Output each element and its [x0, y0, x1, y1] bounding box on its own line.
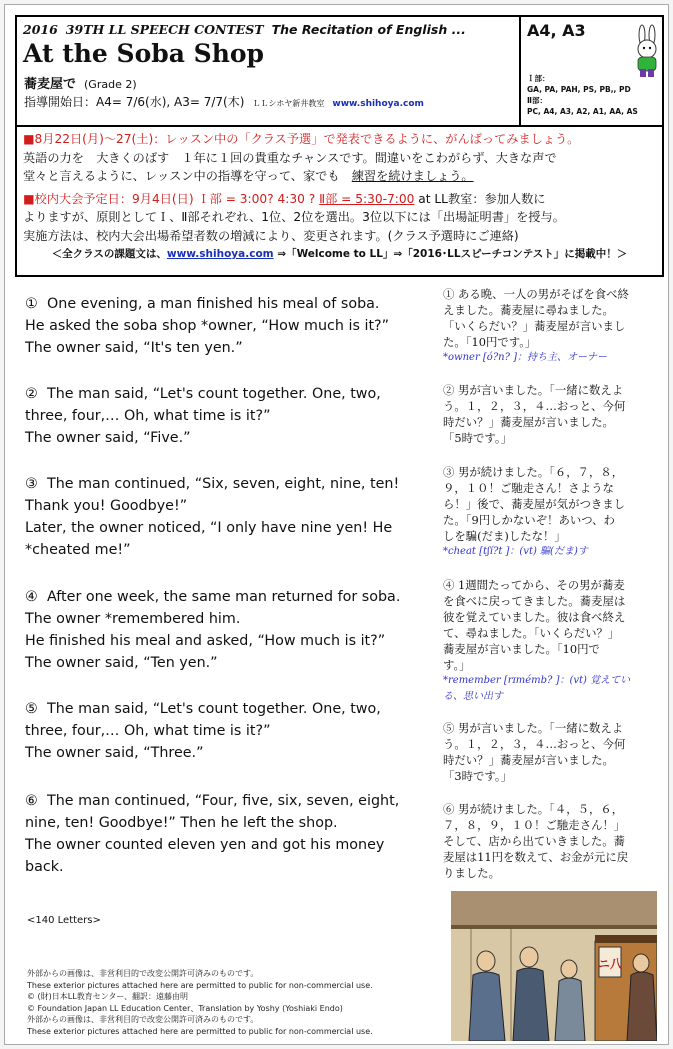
translation-line: しを騙(だま)したな！」	[443, 529, 566, 543]
letter-count: <140 Letters>	[27, 915, 101, 926]
translation-line: ② 男が言いました。「一緒に数えよ	[443, 383, 624, 397]
header-main	[17, 17, 519, 125]
part1-row	[527, 73, 638, 84]
translation-line: を食べに戻ってきました。蕎麦屋は	[443, 594, 626, 608]
parts-list	[527, 73, 638, 117]
start-date-row	[24, 93, 424, 110]
story-paragraph-2	[25, 383, 435, 449]
credit-line: © Foundation Japan LL Education Center、Translation by Yoshy (Yoshiaki Endo)	[27, 1003, 343, 1013]
part2-row	[527, 95, 638, 106]
notice-line-3a: 堂々と言えるように、レッスン中の指導を守って、家でも	[23, 169, 352, 183]
translation-line: ⑥ 男が続けました。「４，５，６，	[443, 802, 624, 816]
part1-label: Ｉ部：	[527, 74, 550, 83]
paragraph-number: ⑥	[25, 793, 38, 809]
translation-line: う。１，２，３，４…おっと、今何	[443, 737, 626, 751]
notice-web-b: ⇒「Welcome to LL」⇒「2016･LLスピーチコンテスト」に掲載中！＞	[273, 248, 628, 260]
soba-shop-illustration	[451, 891, 657, 1041]
translation-1	[443, 286, 663, 366]
translation-line: 蕎麦屋が言いました。「10円で	[443, 642, 600, 656]
translation-line: りました。	[443, 866, 500, 880]
credit-line: 外部からの画像は、非営利目的で改変公開許可済みのものです。	[27, 1015, 259, 1024]
grade-label: (Grade 2)	[84, 78, 137, 91]
story-line: The man continued, “Six, seven, eight, nine, ten!	[47, 476, 400, 492]
story-paragraph-6	[25, 790, 435, 878]
story-paragraph-3	[25, 473, 435, 561]
story-line: He finished his meal and asked, “How much is it?”	[25, 633, 386, 649]
paragraph-number: ③	[25, 476, 38, 492]
levels-label: A4, A3	[527, 21, 586, 40]
translation-2	[443, 382, 663, 446]
translation-line: ら！」後で、蕎麦屋が気がつきまし	[443, 497, 626, 511]
notice-box	[15, 127, 664, 277]
website-link[interactable]: www.shihoya.com	[332, 99, 424, 109]
story-line: After one week, the same man returned for soba.	[47, 589, 401, 605]
notice-contest-date-c: at LL教室：参加人数に	[414, 191, 546, 206]
translation-line: 「5時です。」	[443, 431, 512, 445]
translation-line: ９，１０！ご馳走さん！さような	[443, 481, 614, 495]
story-line: back.	[25, 859, 64, 875]
story-line: The man continued, “Four, five, six, seven, eight,	[47, 793, 400, 809]
credit-line: 外部からの画像は、非営利目的で改変公開許可済みのものです。	[27, 969, 259, 978]
contest-year: 2016	[23, 22, 58, 37]
translation-line: そして、店から出ていきました。蕎	[443, 834, 626, 848]
credit-line: These exterior pictures attached here are permitted to public for non-commercial use.	[27, 980, 373, 990]
translation-line: えました。蕎麦屋に尋ねました。	[443, 303, 614, 317]
header-side	[519, 17, 664, 125]
story-paragraph-4	[25, 586, 435, 674]
story-line: The man said, “Let's count together. One, two,	[47, 701, 381, 717]
story-line: Later, the owner noticed, “I only have nine yen! He	[25, 520, 393, 536]
notice-contest-date	[23, 190, 656, 209]
story-line: *cheated me!”	[25, 542, 131, 558]
translation-line: て、尋ねました。「いくらだい？」	[443, 626, 620, 640]
translation-line: 彼を覚えていました。彼は食べ終え	[443, 610, 626, 624]
translation-6	[443, 801, 663, 881]
notice-part2-time: Ⅱ部 = 5:30-7:00	[319, 191, 415, 206]
notice-preliminary: ■8月22日(月)～27(土)：レッスン中の「クラス予選」で発表できるように、がんばってみましょう。	[23, 132, 580, 146]
credit-line: These exterior pictures attached here are permitted to public for non-commercial use.	[27, 1026, 373, 1036]
part1-classes: GA, PA, PAH, PS, PB,, PD	[527, 85, 631, 94]
story-line: The owner said, “Three.”	[25, 745, 204, 761]
translation-line: 時だい？」蕎麦屋が言いました。	[443, 415, 614, 429]
part2-classes: PC, A4, A3, A2, A1, AA, AS	[527, 107, 638, 116]
translation-line: た。「9円しかないぞ！あいつ、わ	[443, 513, 615, 527]
notice-web-a: ＜全クラスの課題文は、	[51, 248, 167, 260]
contest-name: 39TH LL SPEECH CONTEST	[65, 22, 264, 37]
notice-web-info	[23, 245, 656, 264]
story-line: Thank you! Goodbye!”	[25, 498, 188, 514]
notice-line-3	[23, 167, 656, 186]
paragraph-number: ④	[25, 589, 38, 605]
part2-label: Ⅱ部：	[527, 96, 547, 105]
translation-line: ④ 1週間たってから、その男が蕎麦	[443, 578, 625, 592]
translation-line: 「いくらだい？」蕎麦屋が言いまし	[443, 319, 626, 333]
notice-line-5: よりますが、原則としてＩ、Ⅱ部それぞれ、1位、2位を選出。3位以下には「出場証明書」を授与。	[23, 210, 565, 224]
vocab-note-remember-2: る、思い出す	[443, 691, 503, 702]
vocab-note-owner: *owner [ó?n? ]：持ち主、オーナー	[443, 352, 608, 363]
translation-4	[443, 577, 663, 705]
translation-line: た。「10円です。」	[443, 335, 537, 349]
header-box	[15, 15, 664, 127]
notice-line-2: 英語の力を 大きくのばす １年に１回の貴重なチャンスです。間違いをこわがらず、大きな声で	[23, 150, 557, 165]
notice-web-link[interactable]: www.shihoya.com	[166, 248, 274, 260]
translation-line: ① ある晩、一人の男がそばを食べ終	[443, 287, 629, 301]
credit-line: © (財)日本LL教育センター、翻訳：遠藤由明	[27, 992, 189, 1001]
vocab-note-cheat: *cheat [tʃí?t ]：(vt) 騙(だま)す	[443, 546, 588, 557]
translation-5	[443, 720, 663, 784]
story-paragraph-1	[25, 293, 435, 359]
story-paragraph-5	[25, 698, 435, 764]
story-line: three, four,… Oh, what time is it?”	[25, 723, 271, 739]
story-line: One evening, a man finished his meal of soba.	[47, 296, 380, 312]
notice-practice: 練習を続けましょう。	[351, 169, 474, 183]
contest-subtitle: The Recitation of English ...	[271, 22, 466, 37]
japanese-title-text: 蕎麦屋で	[24, 77, 77, 92]
story-line: nine, ten! Goodbye!” Then he left the shop.	[25, 815, 338, 831]
translation-line: 時だい？」蕎麦屋が言いました。	[443, 753, 614, 767]
translation-line: ③ 男が続けました。「６，７，８，	[443, 465, 624, 479]
start-date-text: 指導開始日：A4= 7/6(水), A3= 7/7(木)	[24, 95, 245, 109]
story-line: The owner said, “It's ten yen.”	[25, 340, 243, 356]
paragraph-number: ⑤	[25, 701, 38, 717]
translation-line: ７，８，９，１０！ご馳走さん！」	[443, 818, 626, 832]
page-title: At the Soba Shop	[23, 39, 265, 68]
translation-line: す。」	[443, 658, 471, 672]
story-line: The owner said, “Ten yen.”	[25, 655, 218, 671]
stall-sign-text: ニ八	[597, 957, 623, 971]
paragraph-number: ②	[25, 386, 38, 402]
story-line: The owner counted eleven yen and got his money	[25, 837, 385, 853]
story-line: The owner said, “Five.”	[25, 430, 191, 446]
story-line: The owner *remembered him.	[25, 611, 241, 627]
notice-contest-date-a: ■校内大会予定日：9月4日(日) Ｉ部 = 3:00? 4:30 ?	[23, 191, 320, 206]
translation-line: 「3時です。」	[443, 769, 512, 783]
translation-line: ⑤ 男が言いました。「一緒に数えよ	[443, 721, 624, 735]
notice-line-6: 実施方法は、校内大会出場希望者数の増減により、変更されます。(クラス予選時にご連絡)	[23, 228, 519, 243]
translation-line: 麦屋は11円を数えて、お金が元に戻	[443, 850, 629, 864]
school-name: ＬＬシホヤ新井教室	[252, 99, 325, 108]
worksheet-page	[4, 4, 669, 1045]
translation-3	[443, 464, 663, 560]
contest-title	[23, 22, 515, 37]
translation-line: う。１，２，３，４…おっと、今何	[443, 399, 626, 413]
credits	[27, 968, 373, 1037]
vocab-note-remember: *remember [rɪmémb? ]：(vt) 覚えてい	[443, 675, 631, 686]
japanese-title	[24, 73, 137, 92]
story-line: three, four,… Oh, what time is it?”	[25, 408, 271, 424]
rabbit-mascot-icon	[627, 23, 667, 79]
story-line: The man said, “Let's count together. One, two,	[47, 386, 381, 402]
story-line: He asked the soba shop *owner, “How much is it?”	[25, 318, 390, 334]
paragraph-number: ①	[25, 296, 38, 312]
